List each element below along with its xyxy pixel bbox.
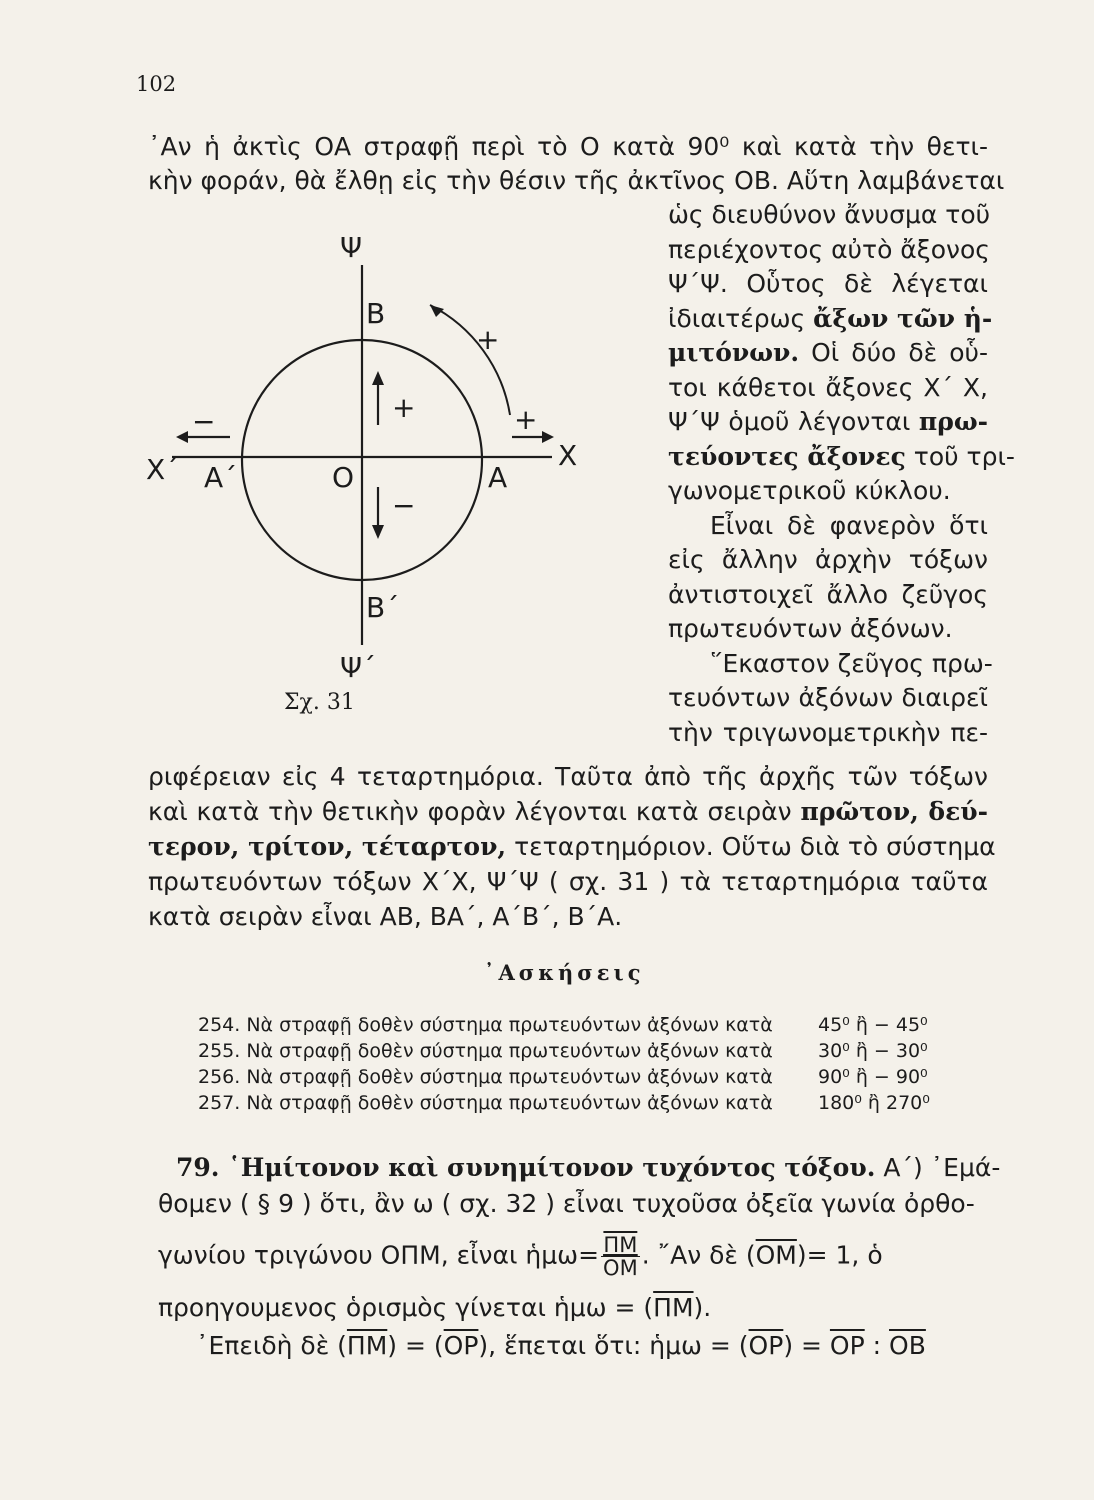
exercise-item [198, 1090, 948, 1116]
section-79-heading [176, 1150, 1001, 1186]
text-part: Α΄) ᾿Εμά- [883, 1153, 1001, 1182]
label-b-prime: Β΄ [366, 591, 400, 624]
continuation-line-2 [148, 795, 988, 829]
label-psi-prime: Ψ΄ [340, 651, 377, 684]
right-line [668, 302, 993, 337]
right-line: τευόντων ἀξόνων διαιρεῖ [668, 683, 988, 712]
right-column-text [668, 198, 1015, 750]
term-bold: πρω- [918, 407, 988, 436]
text-part: : [872, 1331, 882, 1360]
exercise-item [198, 1038, 948, 1064]
exercise-angles: 45⁰ ἢ − 45⁰ [818, 1014, 928, 1036]
page-number: 102 [136, 72, 177, 96]
intro-line-1: ᾿Αν ἡ ἀκτὶς ΟΑ στραφῇ περὶ τὸ Ο κατὰ 90⁰ καὶ κατὰ τὴν θετι- [148, 132, 988, 161]
text-part: )= 1, ὁ [796, 1240, 883, 1270]
fraction-denominator: ΟΜ [603, 1256, 638, 1280]
continuation-line-4: πρωτευόντων τόξων Χ΄Χ, Ψ΄Ψ ( σχ. 31 ) τὰ τεταρτημόρια ταῦτα [148, 867, 988, 896]
right-arrowhead [542, 431, 554, 443]
right-line-part: ἰδιαιτέρως [668, 303, 806, 333]
text-part: ᾿Επειδὴ δὲ ( [196, 1331, 347, 1360]
exercise-angles: 30⁰ ἢ − 30⁰ [818, 1040, 928, 1062]
section-79-line-2: θομεν ( § 9 ) ὅτι, ἂν ω ( σχ. 32 ) εἶναι τυχοῦσα ὀξεῖα γωνία ὀρθο- [158, 1189, 975, 1218]
continuation-line-5: κατὰ σειρὰν εἶναι ΑΒ, ΒΑ΄, Α΄Β΄, Β΄Α. [148, 902, 623, 931]
right-line [668, 405, 988, 440]
exercise-text: 256. Νὰ στραφῇ δοθὲν σύστημα πρωτευόντων ἀξόνων κατὰ [198, 1066, 773, 1088]
up-arrowhead [372, 371, 384, 385]
exercise-angles: 180⁰ ἢ 270⁰ [818, 1092, 930, 1114]
term-bold: ἄξων τῶν ἡ- [813, 303, 993, 333]
right-line: Ψ΄Ψ. Οὗτος δὲ λέγεται [668, 269, 988, 298]
segment-pm: $\overline{\Pi M}$ [653, 1293, 694, 1322]
continuation-line-1: ριφέρειαν εἰς 4 τεταρτημόρια. Ταῦτα ἀπὸ τῆς ἀρχῆς τῶν τόξων [148, 762, 988, 791]
segment-op: $\overline{OP}$ [829, 1331, 865, 1360]
term-bold: τερον, τρίτον, τέταρτον, [148, 832, 507, 861]
exercise-item [198, 1012, 948, 1038]
label-plus-right: + [514, 403, 538, 436]
segment-op: $\overline{OP}$ [748, 1331, 784, 1360]
arc-arrowhead [430, 305, 444, 317]
fraction-numerator: $\overline{\Pi M}$ [601, 1234, 640, 1257]
label-b: Β [366, 297, 386, 330]
section-title: 79. ῾Ημίτονον καὶ συνημίτονον τυχόντος τόξου. [176, 1153, 876, 1182]
right-line: γωνομετρικοῦ κύκλου. [668, 476, 951, 505]
exercise-item [198, 1064, 948, 1090]
text-part: γωνίου τριγώνου ΟΠΜ, εἶναι ἡμω= [158, 1240, 600, 1270]
label-minus-lower: − [392, 489, 416, 522]
label-a-prime: Α΄ [204, 461, 238, 494]
label-plus-arc: + [476, 323, 500, 356]
right-line: ἀντιστοιχεῖ ἄλλο ζεῦγος [668, 579, 988, 609]
right-line-part: τοῦ τρι- [913, 441, 1015, 471]
text-part: ) = ( [387, 1331, 444, 1360]
term-bold: τεύοντες ἄξονες [668, 441, 906, 471]
text-part: τεταρτημόριον. Οὕτω διὰ τὸ σύστημα [514, 832, 996, 861]
label-o: Ο [332, 461, 355, 494]
segment-pm: $\overline{\Pi M}$ [346, 1331, 388, 1360]
right-line: εἰς ἄλλην ἀρχὴν τόξων [668, 545, 988, 574]
exercise-text: 257. Νὰ στραφῇ δοθὲν σύστημα πρωτευόντων ἀξόνων κατὰ [198, 1092, 773, 1114]
segment-om: $\overline{OM}$ [755, 1240, 797, 1270]
right-line: ῞Εκαστον ζεῦγος πρω- [710, 648, 993, 678]
figure-caption: Σχ. 31 [284, 690, 355, 715]
term-bold: μιτόνων. [668, 338, 800, 367]
right-line: πρωτευόντων ἀξόνων. [668, 614, 953, 643]
right-line: τοι κάθετοι ἄξονες Χ΄ Χ, [668, 372, 988, 402]
label-x-prime: Χ΄ [146, 453, 180, 486]
right-line-part: Οἱ δύο δὲ οὗ- [811, 338, 988, 367]
text-part: ). [693, 1293, 712, 1322]
sine-fraction [601, 1234, 640, 1279]
text-part: ), ἕπεται ὅτι: ἡμω = ( [478, 1331, 749, 1360]
right-line [668, 440, 1015, 475]
exercise-text: 254. Νὰ στραφῇ δοθὲν σύστημα πρωτευόντων ἀξόνων κατὰ [198, 1014, 773, 1036]
term-bold: πρῶτον, δεύ- [800, 797, 989, 826]
exercise-angles: 90⁰ ἢ − 90⁰ [818, 1066, 928, 1088]
left-arrowhead [176, 431, 188, 443]
trigonometric-circle-figure [140, 225, 610, 695]
right-line: περιέχοντος αὐτὸ ἄξονος [668, 234, 990, 264]
label-x: Χ [558, 439, 578, 472]
right-line: τὴν τριγωνομετρικὴν πε- [668, 717, 988, 747]
label-minus-left: − [192, 405, 216, 438]
text-part: . ῎Αν δὲ ( [641, 1240, 756, 1270]
text-part: προηγουμενος ὁρισμὸς γίνεται ἡμω = ( [158, 1293, 654, 1322]
exercise-text: 255. Νὰ στραφῇ δοθὲν σύστημα πρωτευόντων ἀξόνων κατὰ [198, 1040, 773, 1062]
text-part: καὶ κατὰ τὴν θετικὴν φορὰν λέγονται κατὰ σειρὰν [148, 797, 792, 826]
down-arrowhead [372, 525, 384, 539]
section-79-line-4 [158, 1290, 988, 1326]
section-79-line-3 [158, 1234, 988, 1279]
exercises-title: ᾿Ασκήσεις [484, 960, 645, 985]
continuation-line-3 [148, 830, 996, 864]
right-line [668, 336, 988, 371]
right-line-part: Ψ΄Ψ ὁμοῦ λέγονται [668, 407, 911, 436]
segment-op: $\overline{OP}$ [443, 1331, 479, 1360]
label-plus-upper: + [392, 391, 416, 424]
right-line: ὡς διευθύνον ἄνυσμα τοῦ [668, 200, 991, 229]
segment-ob: $\overline{OB}$ [889, 1331, 926, 1360]
positive-rotation-arc [430, 305, 510, 415]
section-79-line-5 [196, 1328, 1026, 1364]
label-a: Α [488, 461, 508, 494]
right-line: Εἶναι δὲ φανερὸν ὅτι [710, 510, 988, 540]
text-part: ) = [783, 1331, 822, 1360]
label-psi: Ψ [340, 231, 363, 264]
intro-line-2: κὴν φοράν, θὰ ἔλθῃ εἰς τὴν θέσιν τῆς ἀκτῖνος ΟΒ. Αὕτη λαμβάνεται [148, 166, 1005, 195]
